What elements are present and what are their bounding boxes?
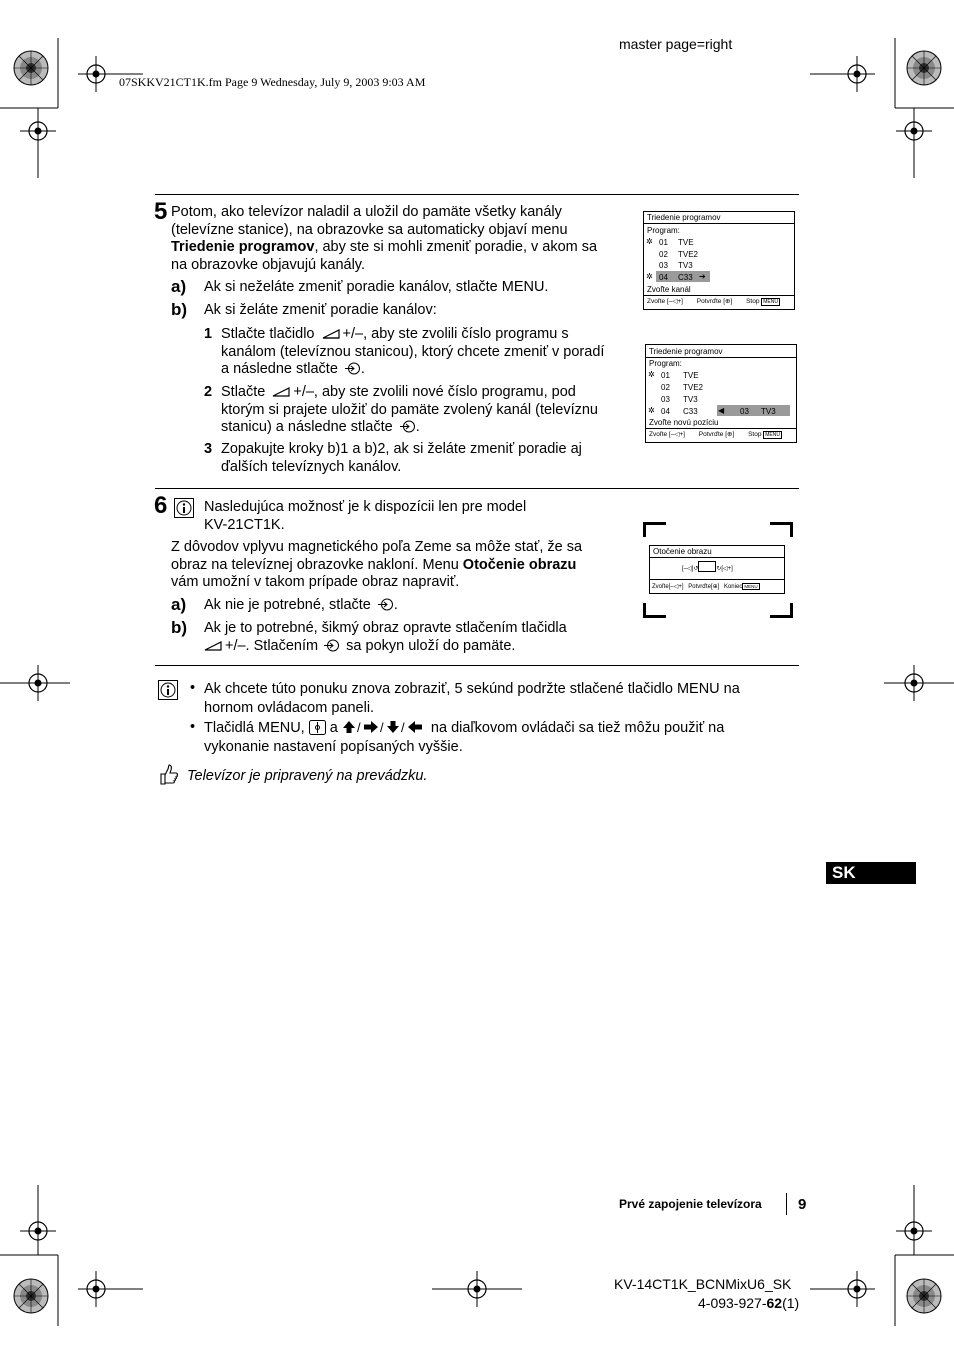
item2-text-a: Stlačte: [221, 384, 266, 400]
rule-top: [155, 194, 799, 195]
osd-title: Triedenie programov: [647, 213, 721, 222]
enter-icon: [324, 639, 340, 652]
sub-label-b: b): [171, 300, 188, 319]
osd-highlight: [717, 405, 790, 416]
ok-button-icon: [309, 720, 326, 735]
osd-program-num: 01: [659, 238, 668, 247]
osd-program-num: 03: [659, 261, 668, 270]
step-number-5: 5: [154, 198, 168, 225]
item3-line: Zopakujte kroky b)1 a b)2, ak si želáte zmeniť poradie aj: [221, 441, 582, 457]
osd-program-sorting-2: [645, 344, 797, 443]
enter-icon: [345, 362, 361, 375]
item1-text-a: Stlačte tlačidlo: [221, 326, 315, 342]
step5-b-text: Ak si želáte zmeniť poradie kanálov:: [204, 302, 437, 318]
osd-moved-num: 03: [740, 407, 749, 416]
osd-program-num: 02: [659, 250, 668, 259]
rule-step6: [155, 488, 799, 489]
note-line: Nasledujúca možnosť je k dispozícii len pre model: [204, 499, 527, 515]
para-line: vám umožní v takom prípade obraz napraviť.: [171, 574, 460, 590]
item2-text-c: stanicu) a následne stlačte: [221, 419, 393, 435]
osd-program-sorting-1: [643, 211, 795, 310]
b-text: +/–. Stlačením: [225, 637, 319, 654]
osd-row-icon: ✲: [648, 406, 655, 415]
note-bullet: •: [190, 680, 196, 696]
osd-program-label: Program:: [649, 359, 682, 368]
b-line: Ak je to potrebné, šikmý obraz opravte stlačením tlačidla: [204, 620, 567, 636]
item2-text: [221, 384, 631, 437]
para-line: [171, 557, 631, 575]
part-number-c: (1): [782, 1295, 800, 1311]
item2-text-b: +/–, aby ste zvolili nové číslo programu, pod: [293, 384, 576, 400]
osd-footer-stop: Stop: [748, 431, 762, 438]
ready-message: Televízor je pripravený na prevádzku.: [187, 768, 428, 784]
item1-line: kanálom (televíznou stanicou), ktorý chcete zmeniť v poradí: [221, 343, 605, 360]
b-line: [204, 638, 634, 656]
osd-footer-confirm: Potvrďte: [696, 298, 722, 305]
osd-program-channel: C33: [683, 407, 698, 416]
note-bullet-1: [204, 680, 804, 718]
item-number-3: 3: [204, 441, 213, 457]
step6-paragraph: [171, 539, 631, 592]
note-bullet-2: [204, 719, 804, 757]
model-code: KV-14CT1K_BCNMixU6_SK: [614, 1276, 792, 1292]
osd-separator: [644, 223, 794, 224]
frame-corner: [643, 522, 666, 537]
note-text: Tlačidlá MENU,: [204, 720, 305, 736]
enter-icon: [400, 420, 416, 433]
intro-line: Potom, ako televízor naladil a uložil do pamäte všetky kanály: [171, 204, 562, 220]
osd-program-num: 03: [661, 395, 670, 404]
osd-program-num: 04: [661, 407, 670, 416]
osd-separator: [650, 557, 784, 558]
item1-text: [221, 326, 631, 379]
osd-moved-name: TV3: [761, 407, 776, 416]
arrow-right-icon: ➔: [699, 272, 706, 281]
step6-b-text: [204, 620, 634, 655]
info-icon: [158, 680, 178, 700]
note-text: na diaľkovom ovládači sa tiež môžu použiť na: [430, 720, 725, 736]
osd-program-name: TVE: [678, 238, 694, 247]
osd-footer-select: Zvoľte: [649, 431, 668, 438]
note-line: vykonanie nastavení popísaných vyššie.: [204, 739, 463, 755]
rotation-graphic: [–◁]↺ ↻[◁+]: [682, 561, 733, 576]
intro-text: , aby ste si mohli zmeniť poradie, v akom sa: [314, 239, 598, 255]
osd-row-icon: ✲: [648, 370, 655, 379]
osd-title: Otočenie obrazu: [653, 547, 712, 556]
osd-footer-select: Zvoľte: [652, 584, 669, 590]
osd-footer-select: Zvoľte: [647, 298, 666, 305]
osd-program-num: 02: [661, 383, 670, 392]
enter-icon: [378, 598, 394, 611]
osd-program-num: 04: [659, 273, 668, 282]
thumbs-up-icon: [158, 764, 178, 786]
footer-divider: [786, 1193, 787, 1215]
note-line: KV-21CT1K.: [204, 516, 285, 533]
osd-program-name: TVE2: [683, 383, 704, 392]
item2-line: ktorým si prajete uložiť do pamäte zvolený kanál (televíznu: [221, 401, 598, 418]
osd-footer-end: Koniec: [723, 584, 743, 590]
step6-a-text: Ak nie je potrebné, stlačte .: [204, 597, 398, 613]
intro-line: (televízne stanice), na obrazovke sa automaticky objaví menu: [171, 221, 568, 238]
part-number: [698, 1295, 799, 1311]
picture-frame-icon: [698, 561, 716, 572]
menu-key-icon: MENU: [765, 432, 780, 438]
item1-text-b: +/–, aby ste zvolili číslo programu s: [342, 326, 569, 342]
osd-title: Triedenie programov: [649, 347, 723, 356]
osd-program-name: TVE: [683, 371, 699, 380]
note-line: [204, 719, 804, 738]
item-number-1: 1: [204, 326, 213, 342]
svg-text:/: /: [400, 720, 405, 734]
master-page-label: master page=right: [619, 36, 733, 52]
osd-footer-confirm: Potvrďte: [698, 431, 724, 438]
note-line: hornom ovládacom paneli.: [204, 700, 375, 716]
arrow-left-icon: ◀: [718, 406, 725, 415]
osd-program-num: 01: [661, 371, 670, 380]
osd-footer: Zvoľte [–◁+] Potvrďte [⊕] Stop MENU: [647, 298, 778, 305]
osd-prompt: Zvoľte novú pozíciu: [649, 418, 719, 427]
osd-program-name: TV3: [683, 395, 698, 404]
language-tab: SK: [826, 862, 916, 884]
file-info: 07SKKV21CT1K.fm Page 9 Wednesday, July 9, 2003 9:03 AM: [119, 75, 426, 89]
osd-footer-confirm: Potvrďte: [688, 584, 711, 590]
osd-footer: Zvoľte[–◁+] Potvrďte[⊕] Koniec MENU: [652, 584, 758, 590]
item2-line: stanicu) a následne stlačte .: [221, 419, 420, 435]
para-line: Z dôvodov vplyvu magnetického poľa Zeme sa môže stať, že sa: [171, 539, 583, 555]
note-bullet: •: [190, 719, 196, 735]
item1-line: [221, 326, 631, 344]
arrow-keys-icon: [342, 720, 427, 734]
tilt-button-icon: [204, 639, 222, 651]
item-number-2: 2: [204, 384, 213, 400]
osd-program-channel: C33: [678, 273, 693, 282]
info-icon: [174, 498, 194, 518]
menu-name-bold: Otočenie obrazu: [462, 556, 577, 573]
item1-line: a následne stlačte .: [221, 361, 365, 377]
menu-name-bold: Triedenie programov: [171, 239, 315, 255]
osd-program-name: TV3: [678, 261, 693, 270]
note-text: a: [329, 720, 338, 736]
frame-corner: [643, 603, 666, 618]
para-text: obraz na televíznej obrazovke nakloní. Menu: [171, 556, 459, 573]
osd-program-name: TVE2: [678, 250, 699, 259]
part-number-b: 62: [766, 1295, 783, 1311]
item3-line: ďalších televíznych kanálov.: [221, 458, 402, 475]
tilt-button-icon: [322, 327, 340, 339]
rule-bottom: [155, 665, 799, 666]
osd-separator: [650, 579, 784, 580]
osd-picture-rotation: [649, 545, 785, 594]
osd-footer-stop: Stop: [746, 298, 760, 305]
item1-text-c: a následne stlačte: [221, 361, 338, 377]
b-text: sa pokyn uloží do pamäte.: [346, 637, 516, 654]
page-number: 9: [798, 1196, 807, 1213]
menu-key-icon: MENU: [744, 584, 758, 589]
step6-note: [204, 499, 526, 534]
frame-corner: [770, 522, 793, 537]
note-line: Ak chcete túto ponuku znova zobraziť, 5 sekúnd podržte stlačené tlačidlo MENU na: [204, 681, 740, 697]
svg-text:/: /: [379, 720, 384, 734]
intro-line: [171, 239, 631, 257]
sub-label-a: a): [171, 595, 187, 614]
step-number-6: 6: [154, 492, 168, 519]
menu-key-icon: MENU: [763, 299, 778, 305]
tilt-button-icon: [272, 385, 290, 397]
step6-a-label: Ak nie je potrebné, stlačte: [204, 597, 371, 613]
frame-corner: [770, 603, 793, 618]
intro-line: na obrazovke objavujú kanály.: [171, 256, 365, 273]
sub-label-a: a): [171, 277, 187, 296]
footer-section: Prvé zapojenie televízora: [619, 1197, 762, 1211]
step5-a-text: Ak si neželáte zmeniť poradie kanálov, stlačte MENU.: [204, 279, 549, 295]
osd-row-icon: ✲: [646, 237, 653, 246]
item3-text: [221, 441, 631, 476]
part-number-a: 4-093-927-: [698, 1295, 767, 1311]
osd-footer: Zvoľte [–◁+] Potvrďte [⊕] Stop MENU: [649, 431, 780, 438]
rotate-ccw-icon: ↺: [693, 566, 699, 572]
osd-program-label: Program:: [647, 226, 680, 235]
osd-row-icon: ✲: [646, 272, 653, 281]
osd-prompt: Zvoľte kanál: [647, 285, 691, 294]
item2-line: [221, 384, 631, 402]
sub-label-b: b): [171, 618, 188, 637]
rotate-cw-icon: ↻: [716, 566, 722, 572]
svg-text:/: /: [356, 720, 361, 734]
step5-intro: [171, 204, 631, 274]
